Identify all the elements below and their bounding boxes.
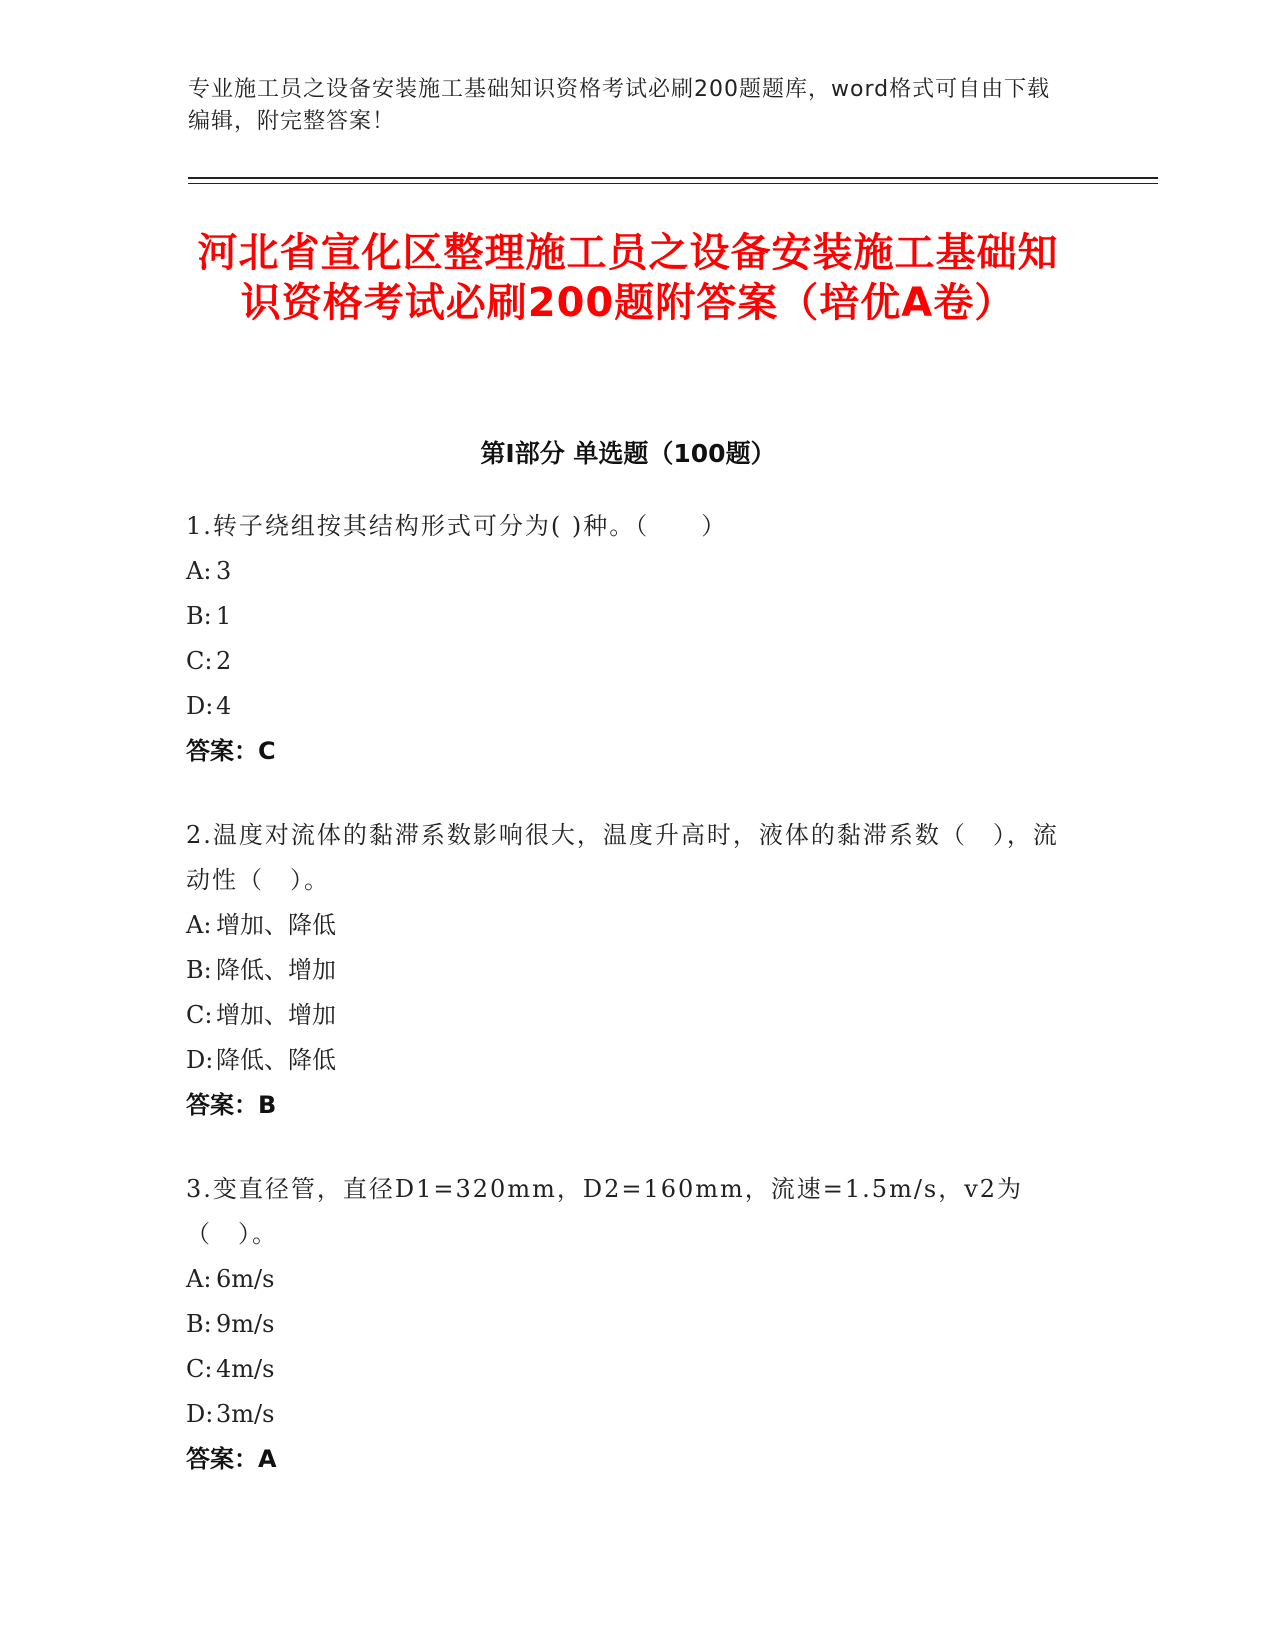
option-d [186, 684, 1066, 729]
header-rule-thick [188, 177, 1158, 179]
option-letter: D: [186, 1400, 214, 1428]
option-a [186, 903, 1066, 948]
header-rule-thin [188, 183, 1158, 184]
option-letter: A: [186, 557, 212, 585]
option-letter: B: [186, 602, 212, 630]
option-letter: A: [186, 911, 212, 939]
option-letter: C: [186, 647, 213, 675]
option-letter: D: [186, 1046, 214, 1074]
option-letter: C: [186, 1355, 213, 1383]
option-text: 3 [216, 557, 232, 585]
option-text: 4m/s [216, 1355, 275, 1383]
question-3 [186, 1167, 1066, 1482]
question-stem: 3.变直径管，直径D1=320mm，D2=160mm，流速=1.5m/s，v2为（ ）。 [186, 1175, 1024, 1248]
question-stem: 2.温度对流体的黏滞系数影响很大，温度升高时，液体的黏滞系数（ ），流动性（ ）。 [186, 821, 1059, 894]
option-c [186, 993, 1066, 1038]
option-text: 2 [216, 647, 232, 675]
question-1 [186, 504, 1066, 774]
option-text: 1 [216, 602, 232, 630]
option-text: 4 [216, 692, 232, 720]
answer-line: 答案：B [186, 1091, 277, 1119]
question-stem: 1.转子绕组按其结构形式可分为( )种。（ ） [186, 512, 728, 540]
section-heading: 第Ⅰ部分 单选题（100题） [480, 439, 776, 468]
option-a [186, 549, 1066, 594]
option-letter: C: [186, 1001, 213, 1029]
document-title: 河北省宣化区整理施工员之设备安装施工基础知识资格考试必刷200题附答案（培优A卷） [197, 230, 1059, 326]
header-note: 专业施工员之设备安装施工基础知识资格考试必刷200题题库，word格式可自由下载编辑，附完整答案！ [188, 77, 1051, 134]
option-text: 6m/s [216, 1265, 275, 1293]
option-c [186, 1347, 1066, 1392]
option-letter: B: [186, 956, 212, 984]
option-text: 降低、降低 [216, 1046, 336, 1074]
option-a [186, 1257, 1066, 1302]
option-b [186, 948, 1066, 993]
answer-line: 答案：A [186, 1445, 277, 1473]
option-text: 增加、降低 [216, 911, 336, 939]
option-b [186, 594, 1066, 639]
option-text: 降低、增加 [216, 956, 336, 984]
option-d [186, 1038, 1066, 1083]
option-text: 9m/s [216, 1310, 275, 1338]
option-b [186, 1302, 1066, 1347]
answer-line: 答案：C [186, 737, 276, 765]
option-letter: D: [186, 692, 214, 720]
option-letter: A: [186, 1265, 212, 1293]
question-2 [186, 813, 1066, 1128]
option-text: 增加、增加 [216, 1001, 336, 1029]
option-d [186, 1392, 1066, 1437]
option-c [186, 639, 1066, 684]
option-letter: B: [186, 1310, 212, 1338]
option-text: 3m/s [216, 1400, 275, 1428]
